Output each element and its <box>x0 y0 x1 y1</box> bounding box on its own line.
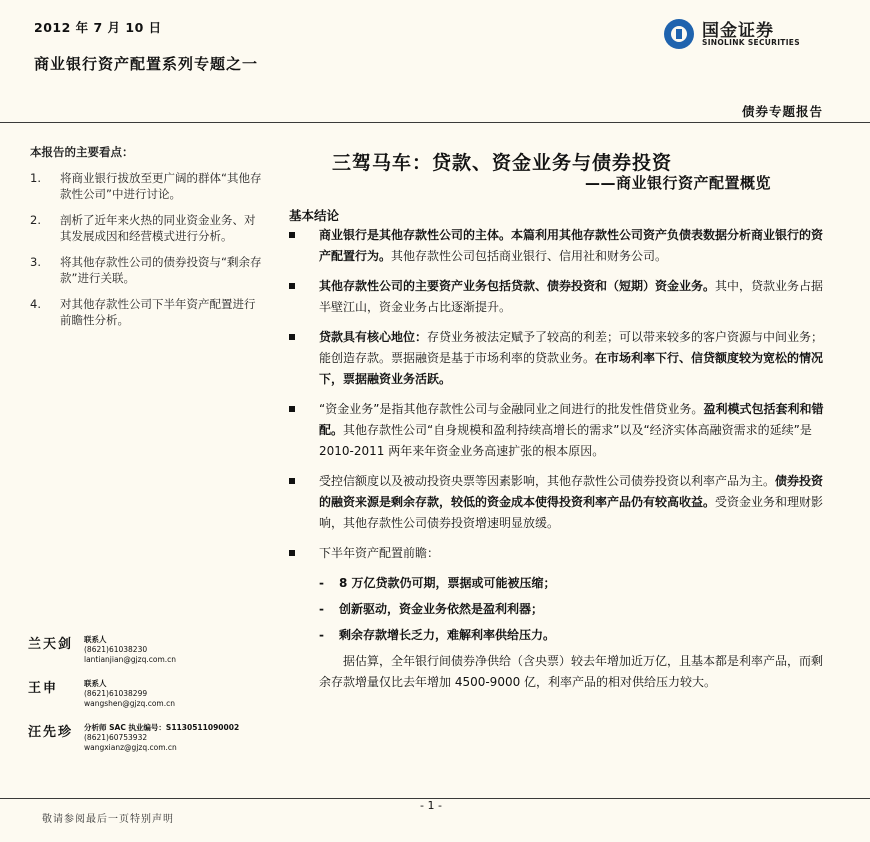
key-point-text: 剖析了近年来火热的同业资金业务、对其发展成因和经营模式进行分析。 <box>60 213 256 243</box>
analyst-role: 联系人 <box>84 635 107 644</box>
bullet-square-icon <box>289 406 295 412</box>
conclusion-list <box>289 225 834 693</box>
analyst-email[interactable]: wangshen@gjzq.com.cn <box>84 699 175 708</box>
conclusion-item <box>289 471 834 534</box>
conclusion-item <box>289 225 834 267</box>
analyst-detail <box>84 723 239 753</box>
dash-bullet-icon: - <box>319 628 324 642</box>
outlook-point <box>319 573 834 594</box>
logo-mark-icon <box>664 19 694 49</box>
key-point-number: 1. <box>30 171 41 185</box>
bullet-square-icon <box>289 478 295 484</box>
key-point-number: 4. <box>30 297 41 311</box>
header-divider <box>0 122 870 123</box>
conclusion-bold: 贷款具有核心地位： <box>319 330 428 344</box>
outlook-list <box>289 573 834 646</box>
report-title: 三驾马车：贷款、资金业务与债券投资 <box>332 152 673 174</box>
logo-cn-text: 国金证券 <box>702 21 774 41</box>
analyst-email[interactable]: wangxianz@gjzq.com.cn <box>84 743 177 752</box>
analyst-name: 汪先珍 <box>28 725 74 740</box>
conclusion-text: 存贷业务被法定赋予了较高的利差；可以带来较多的客户资源与中间业务；能创造存款。票据融资是基于市场利率的贷款业务。 <box>319 330 824 365</box>
outlook-point-text: 创新驱动，资金业务依然是盈利利器； <box>339 602 544 616</box>
conclusion-item <box>289 399 834 462</box>
analyst-name: 王申 <box>28 681 59 696</box>
conclusion-text-2: 其他存款性公司“自身规模和盈利持续高增长的需求”以及“经济实体高融资需求的延续”是 2010-2011 两年来年资金业务高速扩张的根本原因。 <box>319 423 812 458</box>
section-heading: 基本结论 <box>289 208 340 223</box>
conclusion-bold-2: 在市场利率下行、信贷额度较为宽松的情况下，票据融资业务活跃。 <box>319 351 824 386</box>
key-point <box>30 296 262 328</box>
analyst-detail <box>84 635 176 665</box>
key-points-heading: 本报告的主要看点： <box>30 145 134 159</box>
analyst-card <box>28 677 288 715</box>
conclusion-item <box>289 327 834 390</box>
bullet-square-icon <box>289 334 295 340</box>
key-point-text: 将商业银行拔放至更广阔的群体“其他存款性公司”中进行讨论。 <box>60 171 262 201</box>
conclusion-bold-2: 债券投资的融资来源是剩余存款，较低的资金成本使得投资利率产品仍有较高收益。 <box>319 474 824 509</box>
page-number: - 1 - <box>420 799 442 812</box>
key-point-number: 2. <box>30 213 41 227</box>
key-point-text: 对其他存款性公司下半年资产配置进行前瞻性分析。 <box>60 297 256 327</box>
key-point-text: 将其他存款性公司的债券投资与“剩余存款”进行关联。 <box>60 255 262 285</box>
logo-en-text: SINOLINK SECURITIES <box>702 38 800 47</box>
outlook-point <box>319 599 834 620</box>
key-point <box>30 254 262 286</box>
analyst-role: 联系人 <box>84 679 107 688</box>
outlook-point <box>319 625 834 646</box>
analyst-phone: (8621)61038299 <box>84 689 148 698</box>
report-subtitle: ——商业银行资产配置概览 <box>585 174 772 192</box>
company-logo <box>664 16 834 50</box>
analyst-role: 分析师 SAC 执业编号：S1130511090002 <box>84 723 240 732</box>
key-point-number: 3. <box>30 255 41 269</box>
disclaimer-note: 敬请参阅最后一页特别声明 <box>42 814 174 825</box>
conclusion-text: “资金业务”是指其他存款性公司与金融同业之间进行的批发性借贷业务。 <box>319 402 704 416</box>
series-title: 商业银行资产配置系列专题之一 <box>34 55 259 73</box>
conclusion-text: 受控信额度以及被动投资央票等因素影响，其他存款性公司债券投资以利率产品为主。 <box>319 474 776 488</box>
bullet-square-icon <box>289 232 295 238</box>
dash-bullet-icon: - <box>319 576 324 590</box>
bullet-square-icon <box>289 550 295 556</box>
conclusion-bold: 商业银行是其他存款性公司的主体。本篇利用其他存款性公司资产负债表数据分析商业银行的资产配置行为。 <box>319 228 824 263</box>
outlook-heading: 下半年资产配置前瞻： <box>319 546 440 560</box>
conclusion-text: 其他存款性公司包括商业银行、信用社和财务公司。 <box>391 249 668 263</box>
analyst-list <box>28 633 288 765</box>
report-type: 债券专题报告 <box>741 104 823 119</box>
key-point <box>30 212 262 244</box>
analyst-detail <box>84 679 175 709</box>
key-point <box>30 170 262 202</box>
conclusion-text: 其中，贷款业务占据半壁江山，资金业务占比逐渐提升。 <box>319 279 824 314</box>
dash-bullet-icon: - <box>319 602 324 616</box>
analyst-name: 兰天剑 <box>28 637 74 652</box>
conclusion-bold-2: 盈利模式包括套利和错配。 <box>319 402 824 437</box>
conclusion-bold: 其他存款性公司的主要资产业务包括贷款、债券投资和（短期）资金业务。 <box>319 279 716 293</box>
analyst-phone: (8621)61038230 <box>84 645 148 654</box>
analyst-card <box>28 633 288 671</box>
conclusion-item <box>289 276 834 318</box>
analyst-phone: (8621)60753932 <box>84 733 148 742</box>
conclusion-text-2: 受资金业务和理财影响，其他存款性公司债券投资增速明显放缓。 <box>319 495 824 530</box>
key-points-sidebar <box>30 144 262 328</box>
analyst-card <box>28 721 288 759</box>
report-date: 2012 年 7 月 10 日 <box>34 20 162 35</box>
closing-paragraph: 据估算，全年银行间债券净供给（含央票）较去年增加近万亿，且基本都是利率产品，而剩余存款增量仅比去年增加 4500-9000 亿，利率产品的相对供给压力较大。 <box>319 654 824 689</box>
outlook-item <box>289 543 834 564</box>
outlook-point-text: 8 万亿贷款仍可期，票据或可能被压缩； <box>339 576 556 590</box>
outlook-point-text: 剩余存款增长乏力，难解利率供给压力。 <box>339 628 556 642</box>
bullet-square-icon <box>289 283 295 289</box>
analyst-email[interactable]: lantianjian@gjzq.com.cn <box>84 655 177 664</box>
